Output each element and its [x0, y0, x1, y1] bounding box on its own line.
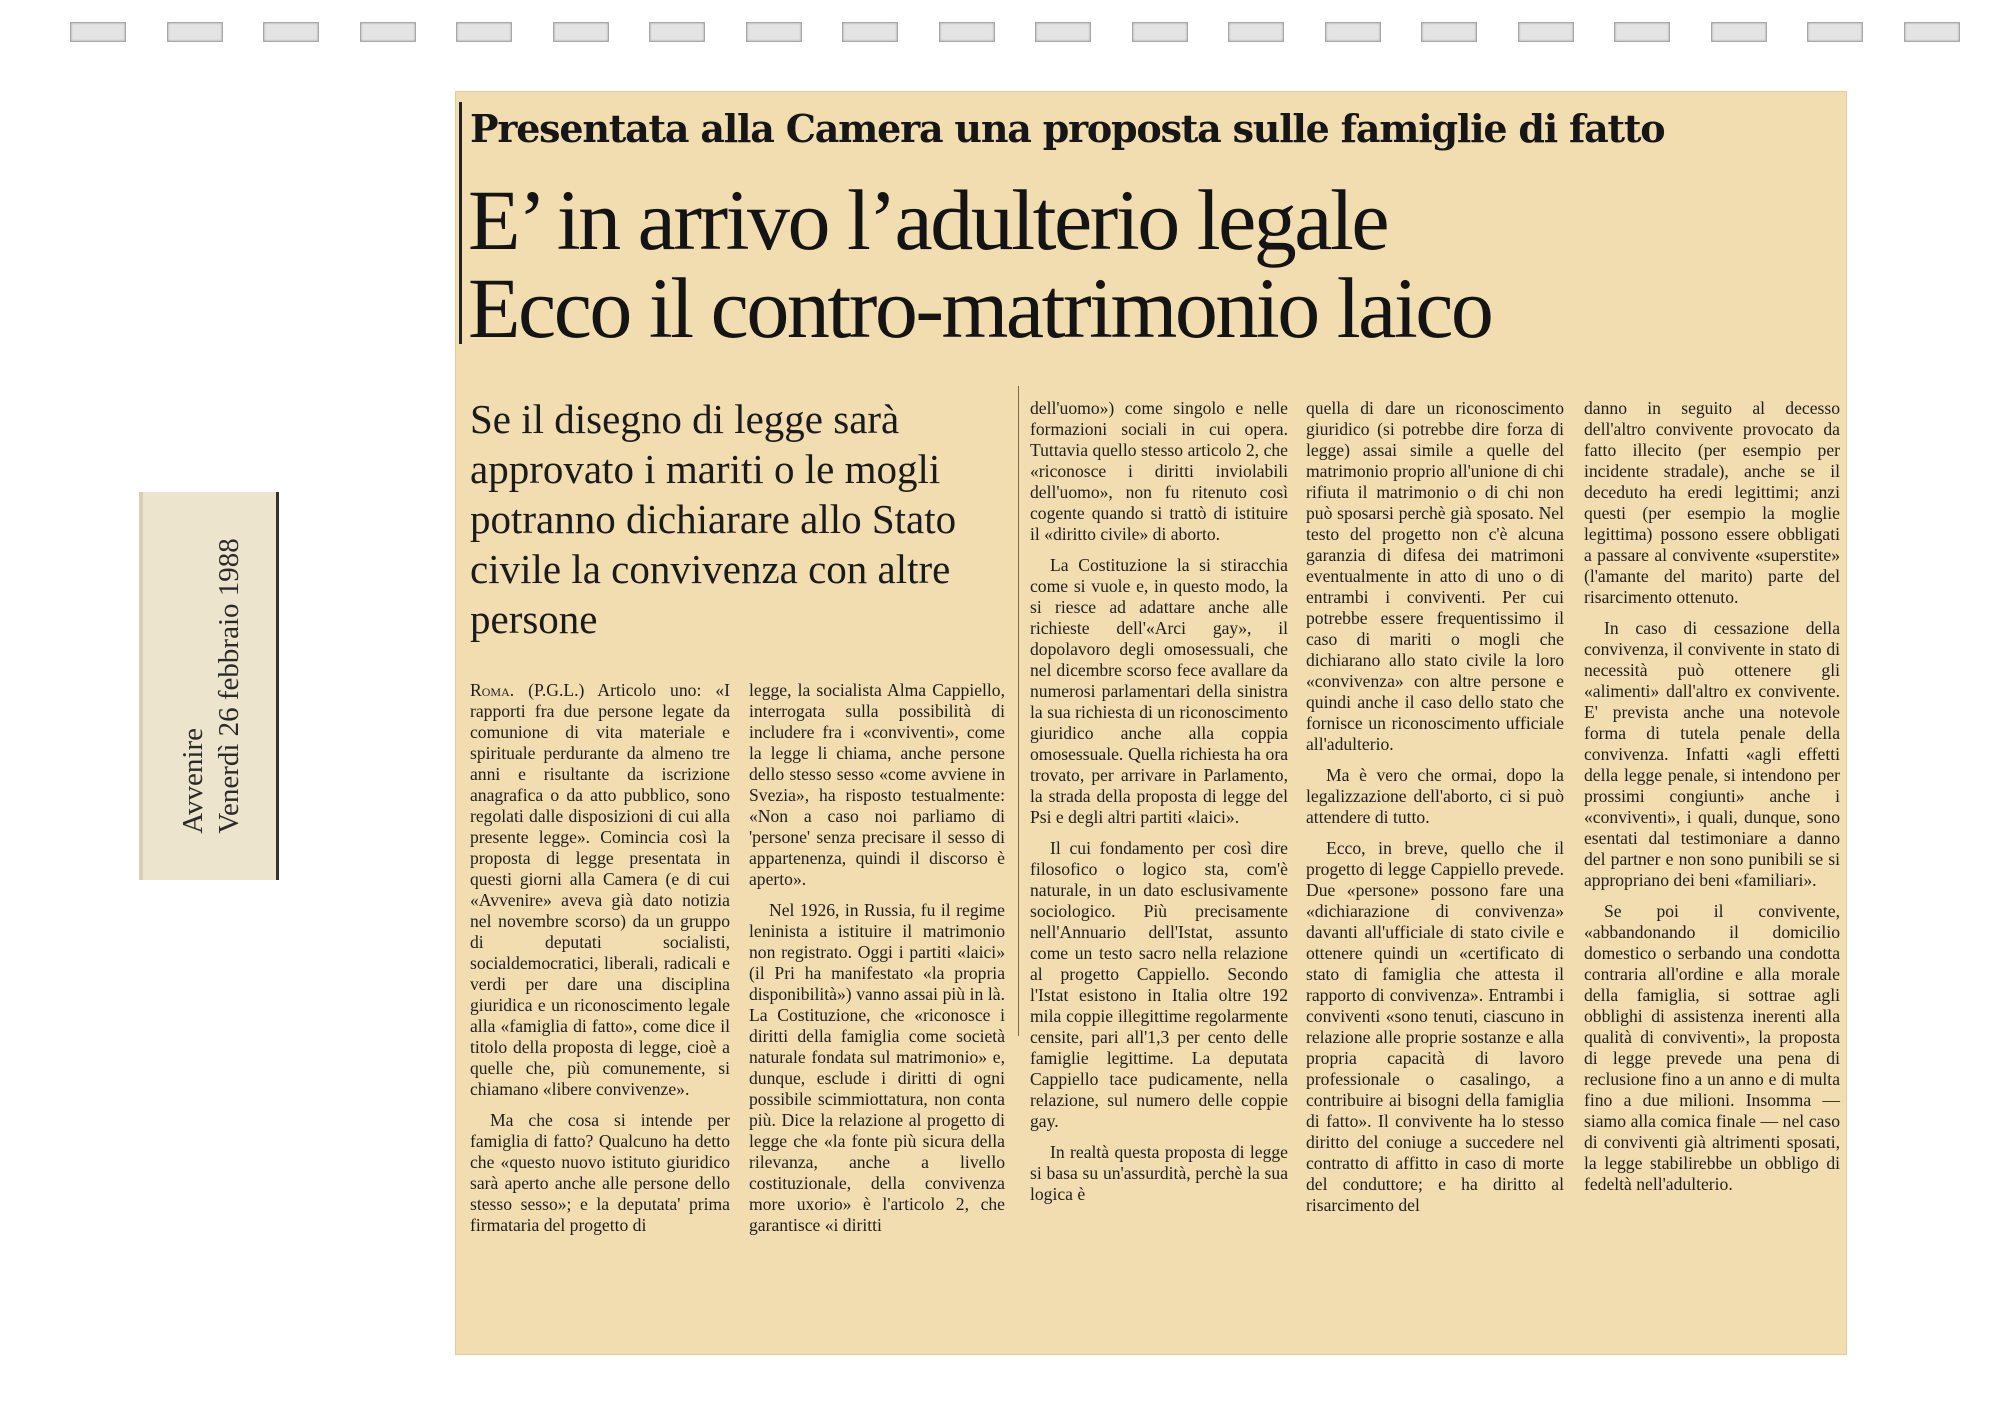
article-column-2 — [749, 680, 1005, 1246]
header-mark — [1325, 22, 1381, 42]
headline-line-2: Ecco il contro-matrimonio laico — [468, 260, 1492, 356]
header-mark-strip — [70, 22, 1960, 48]
header-mark — [553, 22, 609, 42]
column-5-paragraph-2: In caso di cessazione della convivenza, il convivente in stato di necessità può ottenere gli «alimenti» dall'altro ex convivente. E' prevista anche una notevole forma di tutela penale della convivenza. Infatti «agli effetti della legge penale, si intendono per prossimi congiunti» anche i «conviventi», i quali, dunque, sono esentati dal testimoniare a danno del partner e non sono punibili se si appropriano dei beni «familiari». — [1584, 618, 1840, 890]
article-kicker: Presentata alla Camera una proposta sulle famiglie di fatto — [470, 106, 1665, 151]
headline-line-1: E’ in arrivo l’adulterio legale — [468, 172, 1388, 268]
header-mark — [1132, 22, 1188, 42]
article-column-3 — [1030, 398, 1288, 1215]
column-3-paragraph-3: Il cui fondamento per così dire filosofico o logico sta, com'è naturale, in un dato esclusivamente sociologico. Più precisamente nell'Annuario dell'Istat, assunto come un testo sacro nella relazione al progetto Cappiello. Secondo l'Istat esistono in Italia oltre 192 mila coppie illegittime regolarmente censite, pari all'1,3 per cento delle famiglie legittime. La deputata Cappiello tace pudicamente, nella relazione, sul numero delle coppie gay. — [1030, 838, 1288, 1131]
column-2-paragraph-1: legge, la socialista Alma Cappiello, interrogata sulla possibilità di includere fra i «conviventi», come la legge li chiama, anche persone dello stesso sesso «come avviene in Svezia», ha risposto testualmente: «Non a caso noi parliamo di 'persone' senza precisare il sesso di appartenenza, quindi il discorso è aperto». — [749, 680, 1005, 889]
header-mark — [1228, 22, 1284, 42]
column-1-paragraph-1 — [470, 680, 730, 1100]
header-mark — [1421, 22, 1477, 42]
stamp-rule — [276, 492, 279, 880]
date-stamp — [139, 492, 279, 880]
column-2-paragraph-2: Nel 1926, in Russia, fu il regime leninista a istituire il matrimonio non registrato. Oggi i partiti «laici» (il Pri ha manifestato «la propria disponibilità») vanno assai più in là. La Costituzione, che «riconosce i diritti della famiglia come società naturale fondata sul matrimonio» e, dunque, esclude i diritti di ogni possibile scimmiottatura, non conta più. Dice la relazione al progetto di legge che «la fonte più sicura della rilevanza, anche a livello costituzionale, della convivenza more uxorio» è l'articolo 2, che garantisce «i diritti — [749, 900, 1005, 1235]
stamp-date: Venerdì 26 febbraio 1988 — [213, 538, 245, 834]
header-mark — [456, 22, 512, 42]
article-column-5 — [1584, 398, 1840, 1205]
column-3-paragraph-1: dell'uomo») come singolo e nelle formazioni sociali in cui opera. Tuttavia quello stesso articolo 2, che «riconosce i diritti inviolabili dell'uomo», non fu ritenuto così cogente quando si trattò di istituire il «diritto civile» di aborto. — [1030, 398, 1288, 544]
header-mark — [1518, 22, 1574, 42]
header-mark — [1711, 22, 1767, 42]
header-mark — [1614, 22, 1670, 42]
column-1-paragraph-2: Ma che cosa si intende per famiglia di fatto? Qualcuno ha detto che «questo nuovo istituto giuridico sarà aperto anche alle persone dello stesso sesso»; e la deputata' prima firmataria del progetto di — [470, 1110, 730, 1235]
dateline: Roma. (P.G.L.) — [470, 680, 585, 700]
article-column-4 — [1306, 398, 1564, 1226]
stamp-publication: Avvenire — [177, 728, 209, 834]
newspaper-clipping — [456, 92, 1846, 1354]
header-mark — [70, 22, 126, 42]
column-3-rule — [1018, 386, 1019, 1036]
column-5-paragraph-1: danno in seguito al decesso dell'altro convivente provocato da fatto illecito (per esempio per incidente stradale), anche se il deceduto ha eredi legittimi; anzi questi (per esempio la moglie legittima) possono essere obbligati a passare al convivente «superstite» (l'amante del marito) parte del risarcimento ottenuto. — [1584, 398, 1840, 607]
header-mark — [167, 22, 223, 42]
column-1-paragraph-1-text: Articolo uno: «I rapporti fra due persone legate da comunione di vita materiale e spirituale perdurante da almeno tre anni e risultante da iscrizione anagrafica o da atto pubblico, sono regolati dalle disposizioni di cui alla presente legge». Comincia così la proposta di legge presentata in questi giorni alla Camera (e di cui «Avvenire» aveva già dato notizia nel novembre scorso) da un gruppo di deputati socialisti, socialdemocratici, liberali, radicali e verdi per dare una disciplina giuridica e un riconoscimento legale alla «famiglia di fatto», come dice il titolo della proposta di legge, cioè a quelle che, più comunemente, si chiamano «libere convivenze». — [470, 680, 730, 1099]
article-headline — [468, 172, 1838, 356]
header-mark — [649, 22, 705, 42]
article-subhead: Se il disegno di legge sarà approvato i mariti o le mogli potranno dichiarare allo Stato civile la convivenza con altre persone — [470, 396, 957, 642]
header-mark — [1807, 22, 1863, 42]
headline-rule — [459, 102, 462, 344]
column-5-paragraph-3: Se poi il convivente, «abbandonando il domicilio domestico o serbando una condotta contraria all'ordine e alla morale della famiglia, si sottrae agli obblighi di assistenza inerenti alla qualità di conviventi», la proposta di legge prevede una pena di reclusione fino a un anno e di multa fino a due milioni. Insomma — siamo alla comica finale — nel caso di conviventi già altrimenti sposati, la legge stabilirebbe un obbligo di fedeltà nell'adulterio. — [1584, 901, 1840, 1194]
article-column-1 — [470, 680, 730, 1246]
header-mark — [842, 22, 898, 42]
column-4-paragraph-1: quella di dare un riconoscimento giuridico (si potrebbe dire forza di legge) assai simile a quelle del matrimonio proprio all'unione di chi rifiuta il matrimonio o di chi non può sposarsi perchè già sposato. Nel testo del progetto non c'è alcuna garanzia di difesa dei matrimoni eventualmente in atto di uno o di entrambi i conviventi. Per cui potrebbe essere frequentissimo il caso di mariti o mogli che dichiarano allo stato civile la loro «convivenza» con altre persone e quindi anche il caso dello stato che fornisce un riconoscimento ufficiale all'adulterio. — [1306, 398, 1564, 754]
header-mark — [746, 22, 802, 42]
header-mark — [1035, 22, 1091, 42]
stamp-text — [175, 538, 247, 834]
header-mark — [263, 22, 319, 42]
header-mark — [939, 22, 995, 42]
column-3-paragraph-2: La Costituzione la si stiracchia come si vuole e, in questo modo, la si riesce ad adattare anche alle richieste dell'«Arci gay», il dopolavoro degli omosessuali, che nel dicembre scorso fece avallare da numerosi parlamentari della sinistra la sua richiesta di un riconoscimento giuridico anche alla coppia omosessuale. Quella richiesta ha ora trovato, per arrivare in Parlamento, la strada della proposta di legge del Psi e degli altri partiti «laici». — [1030, 555, 1288, 827]
header-mark — [360, 22, 416, 42]
column-4-paragraph-2: Ma è vero che ormai, dopo la legalizzazione dell'aborto, ci si può attendere di tutto. — [1306, 765, 1564, 827]
column-3-paragraph-4: In realtà questa proposta di legge si basa su un'assurdità, perchè la sua logica è — [1030, 1142, 1288, 1204]
header-mark — [1904, 22, 1960, 42]
column-4-paragraph-3: Ecco, in breve, quello che il progetto di legge Cappiello prevede. Due «persone» possono fare una «dichiarazione di convivenza» davanti all'ufficiale di stato civile e ottenere quindi un «certificato di stato di famiglia che attesta il rapporto di convivenza». Entrambi i conviventi «sono tenuti, ciascuno in relazione alle proprie sostanze e alla propria capacità di lavoro professionale o casalingo, a contribuire ai bisogni della famiglia di fatto». Il convivente ha lo stesso diritto del coniuge a succedere nel contratto di affitto in caso di morte del conduttore; e ha diritto al risarcimento del — [1306, 838, 1564, 1215]
